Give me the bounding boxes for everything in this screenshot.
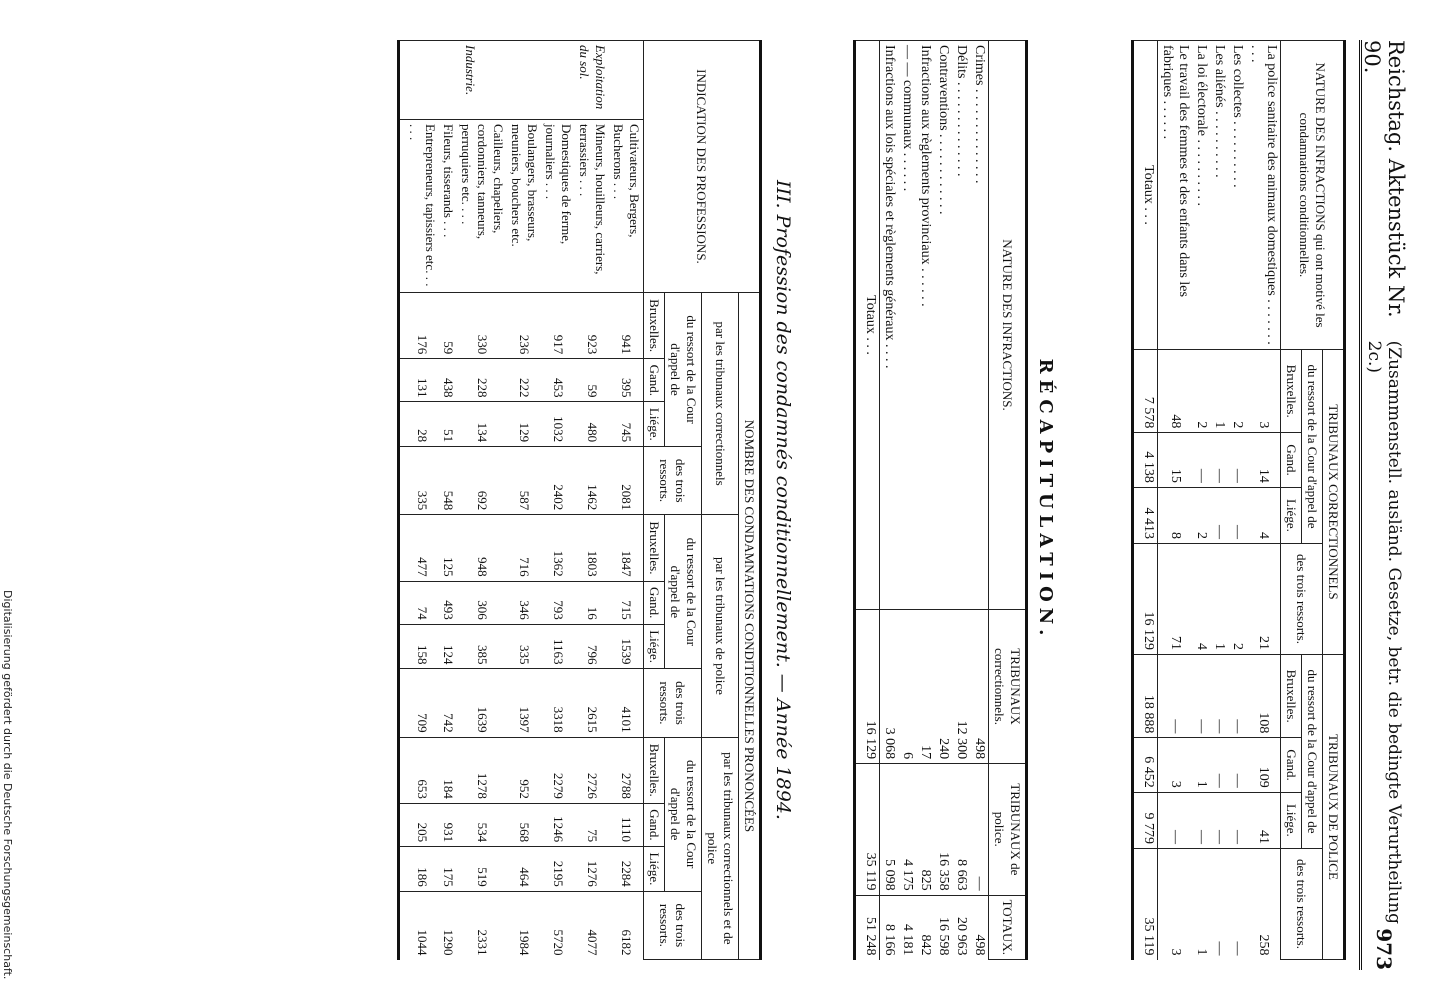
recap-section bbox=[853, 40, 1028, 960]
recap-title: RÉCAPITULATION. bbox=[1035, 358, 1056, 642]
value-cell: 1847 bbox=[609, 515, 644, 581]
col-ressort-1: du ressort de la Cour d'appel de bbox=[1302, 350, 1323, 544]
col-nombre: NOMBRE DES CONDAMNATIONS CONDITIONNELLES PRONONCÉES bbox=[739, 292, 761, 959]
value-cell: 335 bbox=[399, 447, 440, 515]
city: Bruxelles. bbox=[644, 515, 665, 581]
page-header bbox=[1359, 40, 1406, 970]
row-label: Domestiques de ferme, journaliers . . . bbox=[541, 120, 575, 293]
value-cell: 1110 bbox=[609, 803, 644, 846]
table-row bbox=[507, 41, 541, 960]
value-cell: 124 bbox=[439, 624, 457, 669]
recap-col-total: TOTAUX. bbox=[989, 895, 1027, 959]
total-cell: 35 119 bbox=[1133, 849, 1158, 960]
value-cell: 1276 bbox=[575, 847, 609, 892]
value-cell: 715 bbox=[609, 581, 644, 624]
value-cell: 1044 bbox=[399, 891, 440, 959]
value-cell: 1163 bbox=[541, 624, 575, 669]
value-cell: 15 bbox=[1158, 433, 1193, 487]
value-cell: 2 bbox=[1228, 350, 1246, 433]
value-cell: 1539 bbox=[609, 624, 644, 669]
value-cell: 125 bbox=[439, 515, 457, 581]
row-label: Contraventions . . . . . . . . . . . . bbox=[934, 41, 952, 610]
row-label: Les aliénés . . . . . . . . . . bbox=[1210, 41, 1228, 350]
col-nature: NATURE DES INFRACTIONS qui ont motivé les condamnations conditionnelles. bbox=[1281, 41, 1345, 350]
value-cell: 8 663 bbox=[952, 764, 970, 896]
value-cell: 1 bbox=[1210, 350, 1228, 433]
value-cell: 228 bbox=[457, 359, 507, 402]
value-cell: 2615 bbox=[575, 669, 609, 737]
value-cell: 2402 bbox=[541, 447, 575, 515]
value-cell: 653 bbox=[399, 737, 440, 803]
row-label: Entrepreneurs, tapissiers etc. . . . . . bbox=[399, 120, 440, 293]
value-cell: 493 bbox=[439, 581, 457, 624]
value-cell: 4 181 bbox=[898, 895, 916, 959]
value-cell: — bbox=[1192, 792, 1210, 848]
recap-col-nature: NATURE DES INFRACTIONS. bbox=[989, 41, 1027, 610]
value-cell: 2331 bbox=[457, 891, 507, 959]
value-cell: 692 bbox=[457, 447, 507, 515]
value-cell: 8 bbox=[1158, 487, 1193, 543]
value-cell: 186 bbox=[399, 847, 440, 892]
value-cell: 4 bbox=[1192, 544, 1210, 655]
value-cell: 12 300 bbox=[952, 610, 970, 764]
table-row bbox=[1228, 41, 1246, 960]
value-cell: 941 bbox=[609, 292, 644, 358]
row-label: La loi électorale . . . . . . . . . . bbox=[1192, 41, 1210, 350]
value-cell: — bbox=[1228, 654, 1246, 737]
value-cell: 1278 bbox=[457, 737, 507, 803]
value-cell: 1 bbox=[1210, 544, 1228, 655]
ressort: du ressort de la Cour d'appel de bbox=[665, 292, 702, 446]
value-cell: 4101 bbox=[609, 669, 644, 737]
table-row bbox=[457, 41, 507, 960]
value-cell: 952 bbox=[507, 737, 541, 803]
value-cell: 2284 bbox=[609, 847, 644, 892]
total-cell: 9 779 bbox=[1133, 792, 1158, 848]
group-label: Exploitation du sol. bbox=[541, 41, 644, 120]
value-cell: 2788 bbox=[609, 737, 644, 803]
value-cell: 176 bbox=[399, 292, 440, 358]
value-cell: 8 166 bbox=[880, 895, 899, 959]
value-cell: 793 bbox=[541, 581, 575, 624]
col-police: TRIBUNAUX DE POLICE bbox=[1323, 654, 1345, 959]
total-cell: 35 119 bbox=[855, 764, 880, 896]
trois: des trois ressorts. bbox=[644, 669, 702, 737]
value-cell: 548 bbox=[439, 447, 457, 515]
table-row bbox=[970, 41, 989, 960]
value-cell: 1803 bbox=[575, 515, 609, 581]
value-cell: 21 bbox=[1246, 544, 1281, 655]
value-cell: 71 bbox=[1158, 544, 1193, 655]
row-label: Fileurs, tisserands . . . bbox=[439, 120, 457, 293]
value-cell: 16 598 bbox=[934, 895, 952, 959]
totals-row bbox=[1133, 41, 1158, 960]
value-cell: 20 963 bbox=[952, 895, 970, 959]
value-cell: 6 bbox=[898, 610, 916, 764]
city: Bruxelles. bbox=[1281, 654, 1302, 737]
value-cell: 1246 bbox=[541, 803, 575, 846]
city: Liége. bbox=[644, 402, 665, 447]
value-cell: 716 bbox=[507, 515, 541, 581]
value-cell: 306 bbox=[457, 581, 507, 624]
value-cell: — bbox=[1228, 738, 1246, 792]
col-indication: INDICATION DES PROFESSIONS. bbox=[644, 41, 761, 293]
row-label: Cultivateurs, Bergers, Bucherons . . . bbox=[609, 120, 644, 293]
value-cell: — bbox=[1210, 792, 1228, 848]
value-cell: 395 bbox=[609, 359, 644, 402]
table-row bbox=[1158, 41, 1193, 960]
ressort: du ressort de la Cour d'appel de bbox=[665, 737, 702, 891]
value-cell: 74 bbox=[399, 581, 440, 624]
value-cell: 453 bbox=[541, 359, 575, 402]
city: Gand. bbox=[644, 359, 665, 402]
value-cell: 16 358 bbox=[934, 764, 952, 896]
value-cell: — bbox=[1192, 433, 1210, 487]
value-cell: 1 bbox=[1192, 738, 1210, 792]
value-cell: 1290 bbox=[439, 891, 457, 959]
value-cell: 1984 bbox=[507, 891, 541, 959]
value-cell: 842 bbox=[916, 895, 934, 959]
value-cell: 59 bbox=[575, 359, 609, 402]
value-cell: 158 bbox=[399, 624, 440, 669]
city: Bruxelles. bbox=[1281, 350, 1302, 433]
totals-label: Totaux . . . bbox=[855, 41, 880, 610]
city: Gand. bbox=[644, 803, 665, 846]
page-number: 973 bbox=[1372, 928, 1396, 970]
value-cell: 2 bbox=[1192, 487, 1210, 543]
table-row bbox=[1192, 41, 1210, 960]
value-cell: 4 175 bbox=[898, 764, 916, 896]
col-trois-2: des trois ressorts. bbox=[1281, 849, 1323, 960]
city: Liége. bbox=[1281, 792, 1302, 848]
value-cell: — bbox=[1158, 654, 1193, 737]
value-cell: 48 bbox=[1158, 350, 1193, 433]
table-infractions-body bbox=[1133, 41, 1281, 960]
value-cell: 742 bbox=[439, 669, 457, 737]
value-cell: 498 bbox=[970, 895, 989, 959]
value-cell: 1 bbox=[1192, 849, 1210, 960]
value-cell: 346 bbox=[507, 581, 541, 624]
value-cell: 948 bbox=[457, 515, 507, 581]
value-cell: 335 bbox=[507, 624, 541, 669]
city: Bruxelles. bbox=[644, 292, 665, 358]
value-cell: 222 bbox=[507, 359, 541, 402]
value-cell: 6182 bbox=[609, 891, 644, 959]
value-cell: 109 bbox=[1246, 738, 1281, 792]
totals-row bbox=[855, 41, 880, 960]
header-center: (Zusammenstell. ausländ. Gesetze, betr. die bedingte Verurtheilung 2c.) bbox=[1364, 340, 1404, 925]
g3: par les tribunaux correctionnels et de police bbox=[702, 737, 739, 959]
value-cell: 5 098 bbox=[880, 764, 899, 896]
table-infractions-section bbox=[1131, 40, 1346, 960]
trois: des trois ressorts. bbox=[644, 447, 702, 515]
value-cell: 3318 bbox=[541, 669, 575, 737]
city: Liége. bbox=[1281, 487, 1302, 543]
group-label: Industrie. bbox=[399, 41, 542, 120]
row-label: Le travail des femmes et des enfants dans les fabriques . . . . . . bbox=[1158, 41, 1193, 350]
value-cell: 2726 bbox=[575, 737, 609, 803]
value-cell: 2081 bbox=[609, 447, 644, 515]
table-row bbox=[880, 41, 899, 960]
value-cell: 1362 bbox=[541, 515, 575, 581]
table-row bbox=[916, 41, 934, 960]
value-cell: — bbox=[1210, 487, 1228, 543]
value-cell: — bbox=[970, 764, 989, 896]
value-cell: — bbox=[1228, 792, 1246, 848]
value-cell: 2 bbox=[1192, 350, 1210, 433]
value-cell: 1397 bbox=[507, 669, 541, 737]
table-row bbox=[934, 41, 952, 960]
table-row bbox=[399, 41, 440, 960]
col-trois-1: des trois ressorts. bbox=[1281, 544, 1323, 655]
value-cell: 587 bbox=[507, 447, 541, 515]
col-ressort-2: du ressort de la Cour d'appel de bbox=[1302, 654, 1323, 848]
table-recap bbox=[853, 40, 1028, 960]
value-cell: 184 bbox=[439, 737, 457, 803]
value-cell: 385 bbox=[457, 624, 507, 669]
value-cell: 205 bbox=[399, 803, 440, 846]
value-cell: 3 068 bbox=[880, 610, 899, 764]
total-cell: 18 888 bbox=[1133, 654, 1158, 737]
value-cell: 5720 bbox=[541, 891, 575, 959]
total-cell: 4 413 bbox=[1133, 487, 1158, 543]
value-cell: — bbox=[1228, 849, 1246, 960]
value-cell: 131 bbox=[399, 359, 440, 402]
table-row bbox=[575, 41, 609, 960]
total-cell: 51 248 bbox=[855, 895, 880, 959]
value-cell: 2279 bbox=[541, 737, 575, 803]
value-cell: 917 bbox=[541, 292, 575, 358]
value-cell: 14 bbox=[1246, 433, 1281, 487]
table-row bbox=[1210, 41, 1228, 960]
value-cell: 28 bbox=[399, 402, 440, 447]
row-label: Boulangers, brasseurs, meuniers, bouchers etc. bbox=[507, 120, 541, 293]
value-cell: 51 bbox=[439, 402, 457, 447]
footer-credit: Digitalisierung gefördert durch die Deutsche Forschungsgemeinschaft. bbox=[1, 590, 14, 980]
value-cell: 4077 bbox=[575, 891, 609, 959]
table3-section bbox=[397, 40, 762, 960]
total-cell: 4 138 bbox=[1133, 433, 1158, 487]
row-label: — — communaux . . . . . . bbox=[898, 41, 916, 610]
value-cell: 330 bbox=[457, 292, 507, 358]
value-cell: 568 bbox=[507, 803, 541, 846]
total-cell: 7 578 bbox=[1133, 350, 1158, 433]
recap-col-police: TRIBUNAUX de police. bbox=[989, 764, 1027, 896]
value-cell: 17 bbox=[916, 610, 934, 764]
row-label: Crimes . . . . . . . . . . . . . . bbox=[970, 41, 989, 610]
value-cell: 519 bbox=[457, 847, 507, 892]
value-cell: 825 bbox=[916, 764, 934, 896]
value-cell: 477 bbox=[399, 515, 440, 581]
value-cell: 258 bbox=[1246, 849, 1281, 960]
value-cell: 175 bbox=[439, 847, 457, 892]
value-cell: 108 bbox=[1246, 654, 1281, 737]
row-label: Les collectes . . . . . . . . . . bbox=[1228, 41, 1246, 350]
col-corr: TRIBUNAUX CORRECTIONNELS bbox=[1323, 350, 1345, 655]
value-cell: 3 bbox=[1158, 738, 1193, 792]
city: Gand. bbox=[644, 581, 665, 624]
trois: des trois ressorts. bbox=[644, 891, 702, 959]
value-cell: 498 bbox=[970, 610, 989, 764]
table-row bbox=[1246, 41, 1281, 960]
value-cell: 464 bbox=[507, 847, 541, 892]
g1: par les tribunaux correctionnels bbox=[702, 292, 739, 514]
value-cell: 2195 bbox=[541, 847, 575, 892]
g2: par les tribunaux de police bbox=[702, 515, 739, 737]
value-cell: 4 bbox=[1246, 487, 1281, 543]
value-cell: 1032 bbox=[541, 402, 575, 447]
city: Liége. bbox=[644, 624, 665, 669]
value-cell: 134 bbox=[457, 402, 507, 447]
value-cell: — bbox=[1210, 433, 1228, 487]
table-professions-body bbox=[399, 41, 644, 960]
table3-title: III. Profession des condamnés conditionnellement. — Année 1894. bbox=[772, 180, 794, 820]
city: Bruxelles. bbox=[644, 737, 665, 803]
value-cell: 3 bbox=[1158, 849, 1193, 960]
value-cell: — bbox=[1192, 654, 1210, 737]
value-cell: — bbox=[1228, 487, 1246, 543]
value-cell: 745 bbox=[609, 402, 644, 447]
row-label: La police sanitaire des animaux domestiques . . . . . . . . . . bbox=[1246, 41, 1281, 350]
table-row bbox=[609, 41, 644, 960]
value-cell: 2 bbox=[1228, 544, 1246, 655]
value-cell: 480 bbox=[575, 402, 609, 447]
value-cell: 129 bbox=[507, 402, 541, 447]
value-cell: 1462 bbox=[575, 447, 609, 515]
value-cell: 75 bbox=[575, 803, 609, 846]
header-left: Reichstag. Aktenstück Nr. 90. bbox=[1360, 40, 1408, 318]
table-professions bbox=[397, 40, 762, 960]
value-cell: — bbox=[1210, 849, 1228, 960]
total-cell: 16 129 bbox=[855, 610, 880, 764]
value-cell: 709 bbox=[399, 669, 440, 737]
table-recap-body bbox=[855, 41, 989, 960]
city: Gand. bbox=[1281, 433, 1302, 487]
table-row bbox=[439, 41, 457, 960]
totals-label: Totaux . . . bbox=[1133, 41, 1158, 350]
ressort: du ressort de la Cour d'appel de bbox=[665, 515, 702, 669]
value-cell: 3 bbox=[1246, 350, 1281, 433]
total-cell: 6 452 bbox=[1133, 738, 1158, 792]
row-label: Cailleurs, chapeliers, cordonniers, tanneurs, perruquiers etc. . . . bbox=[457, 120, 507, 293]
table-row bbox=[952, 41, 970, 960]
value-cell: — bbox=[1210, 738, 1228, 792]
value-cell: 438 bbox=[439, 359, 457, 402]
total-cell: 16 129 bbox=[1133, 544, 1158, 655]
city: Gand. bbox=[1281, 738, 1302, 792]
table-infractions bbox=[1131, 40, 1346, 960]
value-cell: 59 bbox=[439, 292, 457, 358]
row-label: Mineurs, houilleurs, carriers, terrassiers . . . bbox=[575, 120, 609, 293]
row-label: Infractions aux règlements provinciaux . . . . . . bbox=[916, 41, 934, 610]
value-cell: 240 bbox=[934, 610, 952, 764]
row-label: Infractions aux lois spéciales et règlements généraux . . . . bbox=[880, 41, 899, 610]
recap-col-corr: TRIBUNAUX correctionnels. bbox=[989, 610, 1027, 764]
value-cell: 41 bbox=[1246, 792, 1281, 848]
value-cell: 923 bbox=[575, 292, 609, 358]
value-cell: — bbox=[1228, 433, 1246, 487]
value-cell: 236 bbox=[507, 292, 541, 358]
value-cell: 534 bbox=[457, 803, 507, 846]
table-row bbox=[898, 41, 916, 960]
value-cell: — bbox=[1158, 792, 1193, 848]
value-cell: — bbox=[1210, 654, 1228, 737]
value-cell: 796 bbox=[575, 624, 609, 669]
value-cell: 1639 bbox=[457, 669, 507, 737]
value-cell: 16 bbox=[575, 581, 609, 624]
value-cell: 931 bbox=[439, 803, 457, 846]
row-label: Délits . . . . . . . . . . . . . . bbox=[952, 41, 970, 610]
table-row bbox=[541, 41, 575, 960]
city: Liége. bbox=[644, 847, 665, 892]
